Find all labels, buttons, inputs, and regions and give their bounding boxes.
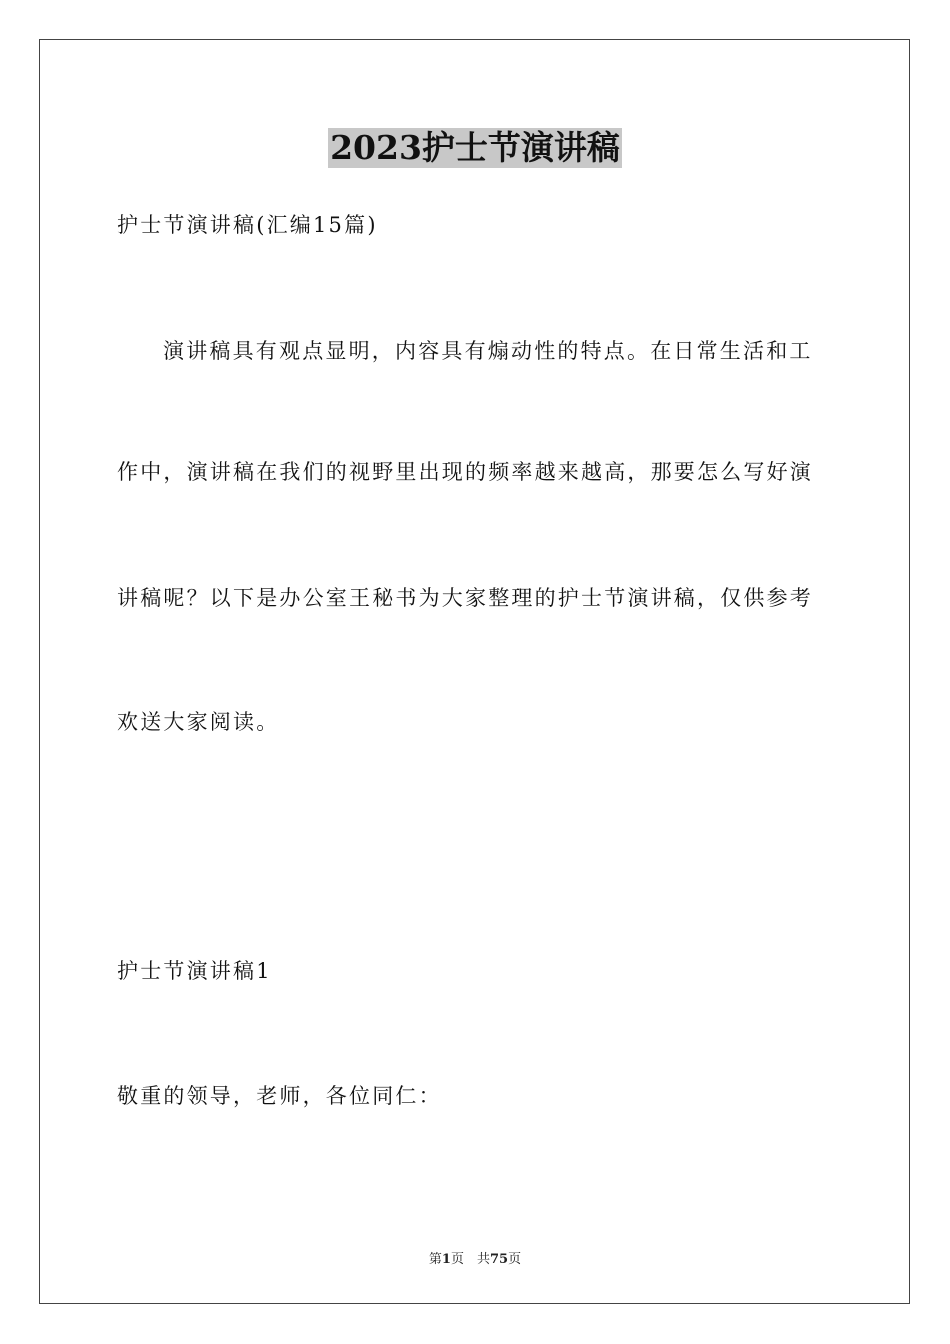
document-subtitle: 护士节演讲稿(汇编15篇)	[117, 213, 378, 237]
intro-line-1: 演讲稿具有观点显明，内容具有煽动性的特点。在日常生活和工	[163, 339, 813, 363]
footer-prefix: 第	[428, 1252, 442, 1267]
intro-line-3: 讲稿呢？以下是办公室王秘书为大家整理的护士节演讲稿，仅供参考	[117, 586, 813, 610]
footer-suffix: 页	[508, 1252, 522, 1267]
footer-total-pages: 75	[489, 1252, 509, 1267]
salutation: 敬重的领导，老师，各位同仁：	[117, 1084, 442, 1108]
section-heading: 护士节演讲稿1	[117, 959, 272, 983]
footer-page-number: 1	[441, 1252, 451, 1267]
document-title: 2023护士节演讲稿	[330, 128, 620, 167]
intro-line-2: 作中，演讲稿在我们的视野里出现的频率越来越高，那要怎么写好演	[117, 460, 813, 484]
intro-line-4: 欢送大家阅读。	[117, 710, 280, 734]
title-container	[0, 128, 950, 168]
page-footer	[0, 1248, 950, 1267]
footer-mid: 页 共	[450, 1252, 490, 1267]
